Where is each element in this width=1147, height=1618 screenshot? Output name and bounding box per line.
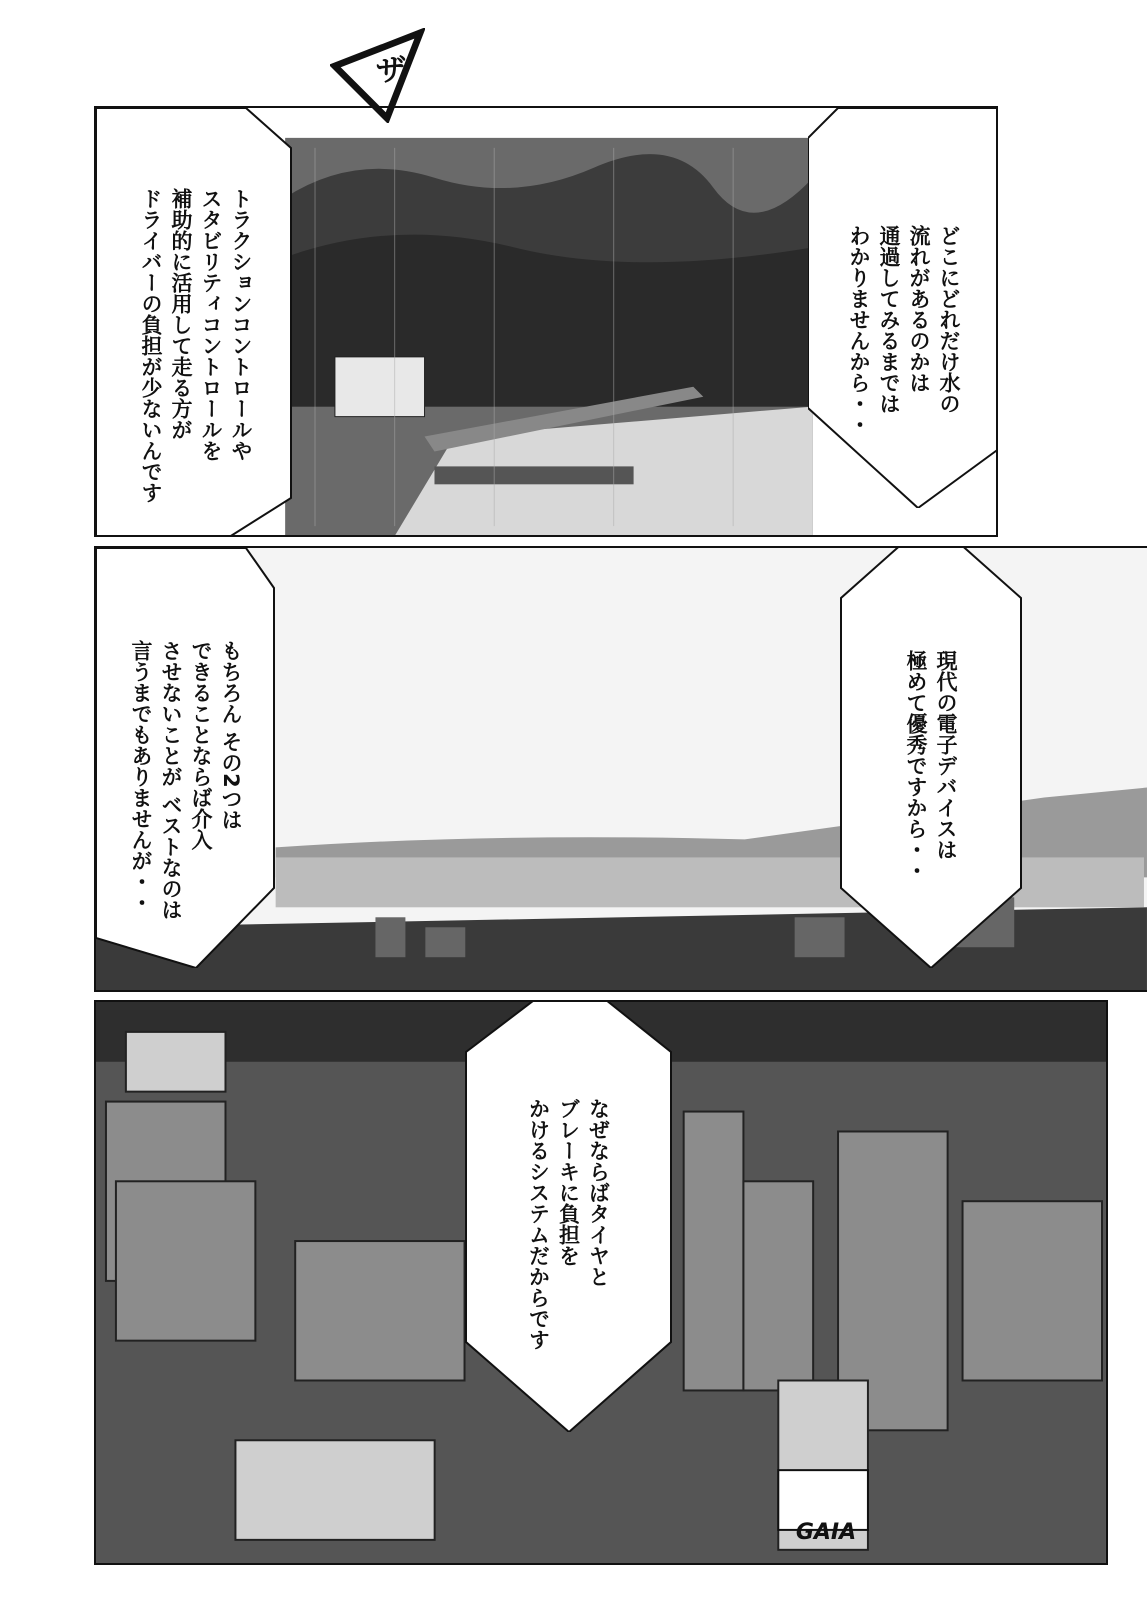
panel-harbor-town	[94, 106, 998, 537]
panel-city-skyline	[94, 1000, 1108, 1565]
dialog-line: もちろん その2つは	[219, 639, 243, 830]
speech-bubble-of-course	[96, 548, 276, 968]
dialog-line: できることならば介入	[189, 639, 213, 850]
speech-bubble-water-flow	[808, 108, 998, 508]
dialog-line: 極めて優秀ですから・・	[904, 649, 928, 881]
speech-bubble-electronics	[836, 546, 1026, 968]
dialog-line: ドライバーの負担が少ないんです	[139, 187, 163, 503]
dialog-line: トラクションコントロールや	[229, 187, 253, 461]
dialog-line: なぜならばタイヤと	[586, 1097, 611, 1287]
speech-bubble-traction	[96, 108, 296, 537]
dialog-line: 通過してみるまでは	[877, 224, 901, 414]
dialog-line: どこにどれだけ水の	[937, 224, 961, 414]
dialog-line: スタビリティコントロールを	[199, 187, 223, 461]
panel-lake-view	[94, 546, 1147, 992]
dialog-line: ブレーキに負担を	[556, 1097, 581, 1266]
svg-text:ザ: ザ	[375, 53, 407, 89]
dialog-line: 現代の電子デバイスは	[934, 649, 958, 860]
gaia-sign: GAIA	[795, 1520, 857, 1545]
dialog-line: かけるシステムだからです	[526, 1097, 551, 1350]
dialog-line: わかりませんから・・	[847, 224, 871, 435]
dialog-line: 言うまでもありませんが・・	[129, 639, 153, 913]
dialog-line: させないことが ベストなのは	[159, 639, 183, 921]
dialog-line: 流れがあるのかは	[907, 224, 931, 393]
dialog-line: 補助的に活用して走る方が	[169, 187, 193, 440]
speech-bubble-because	[461, 1000, 676, 1432]
